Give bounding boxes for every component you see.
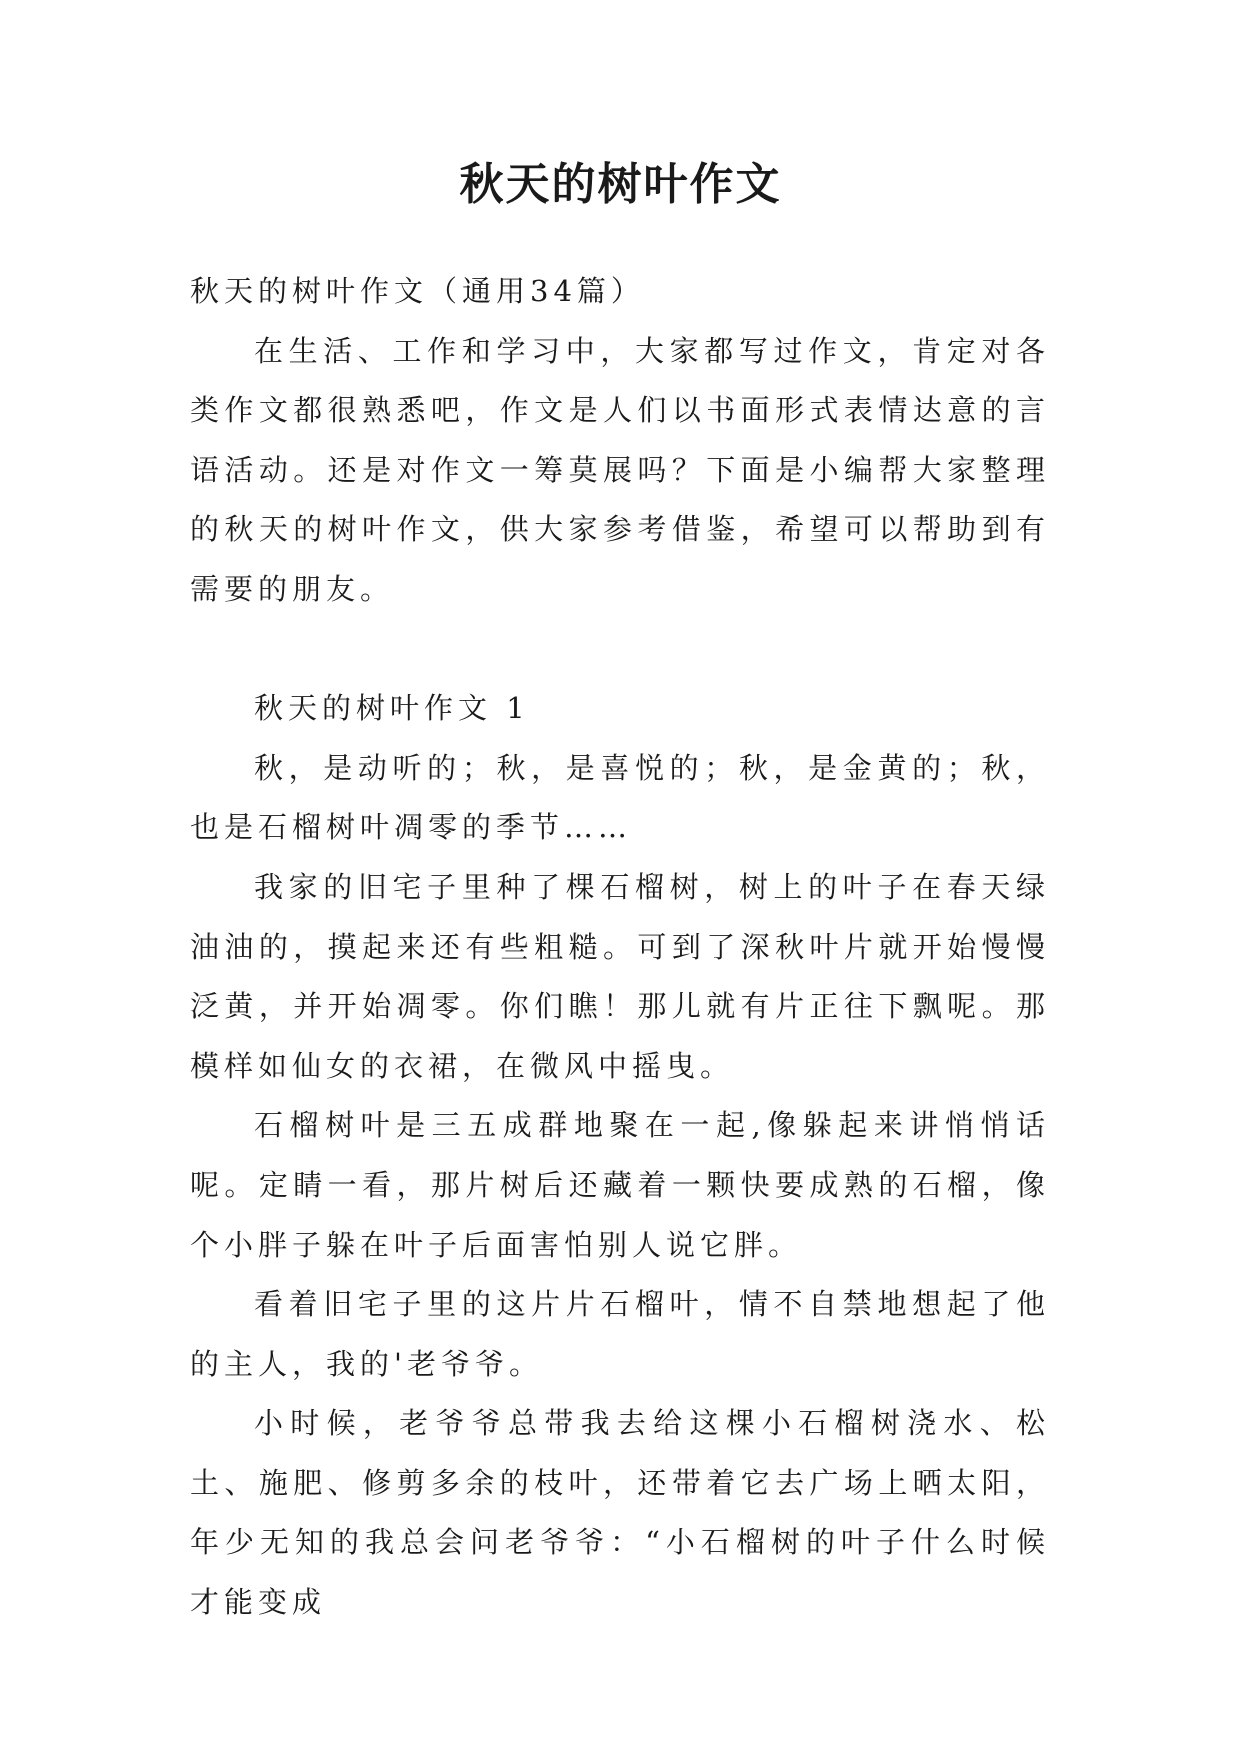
essay-paragraph: 看着旧宅子里的这片片石榴叶，情不自禁地想起了他的主人，我的'老爷爷。 bbox=[190, 1287, 1050, 1381]
essay-paragraph: 石榴树叶是三五成群地聚在一起,像躲起来讲悄悄话呢。定睛一看，那片树后还藏着一颗快要成熟的石榴，像个小胖子躲在叶子后面害怕别人说它胖。 bbox=[190, 1108, 1050, 1262]
essay-paragraph: 秋，是动听的；秋，是喜悦的；秋，是金黄的；秋，也是石榴树叶凋零的季节…… bbox=[190, 750, 1050, 845]
essay-paragraph: 小时候，老爷爷总带我去给这棵小石榴树浇水、松土、施肥、修剪多余的枝叶，还带着它去广场上晒太阳，年少无知的我总会问老爷爷：“小石榴树的叶子什么时候才能变成 bbox=[190, 1406, 1050, 1620]
essay-paragraph: 我家的旧宅子里种了棵石榴树，树上的叶子在春天绿油油的，摸起来还有些粗糙。可到了深秋叶片就开始慢慢泛黄，并开始凋零。你们瞧！那儿就有片正往下飘呢。那模样如仙女的衣裙，在微风中摇曳。 bbox=[190, 869, 1050, 1083]
section-heading: 秋天的树叶作文 1 bbox=[254, 691, 530, 726]
document-subtitle: 秋天的树叶作文（通用34篇） bbox=[190, 274, 645, 308]
paragraph-spacer bbox=[190, 620, 1050, 680]
document-body bbox=[190, 262, 1050, 1633]
intro-paragraph: 在生活、工作和学习中，大家都写过作文，肯定对各类作文都很熟悉吧，作文是人们以书面形式表情达意的言语活动。还是对作文一筹莫展吗？下面是小编帮大家整理的秋天的树叶作文，供大家参考借鉴，希望可以帮助到有需要的朋友。 bbox=[190, 333, 1050, 606]
document-title: 秋天的树叶作文 bbox=[459, 159, 782, 210]
